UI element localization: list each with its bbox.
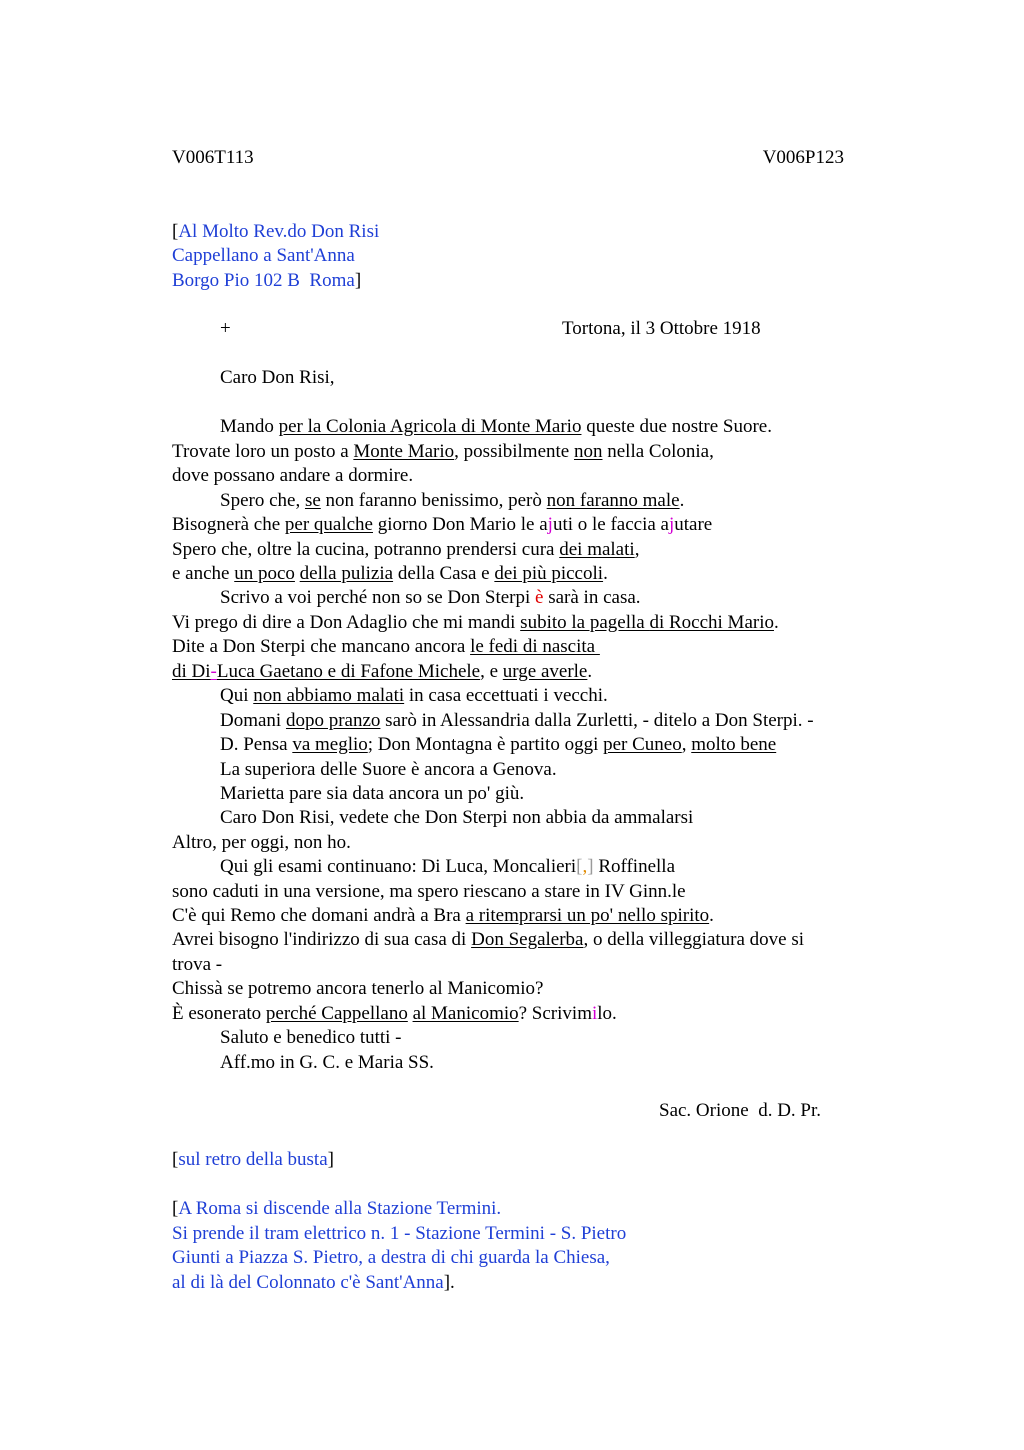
body-line: La superiora delle Suore è ancora a Genova. bbox=[220, 759, 557, 780]
body-line: sono caduti in una versione, ma spero riescano a stare in IV Ginn.le bbox=[172, 881, 686, 902]
body-line: Qui gli esami continuano: Di Luca, Moncalieri[,] Roffinella bbox=[220, 856, 676, 877]
body-line: trova - bbox=[172, 954, 223, 975]
cross-symbol: + bbox=[220, 318, 231, 339]
body-line: Spero che, se non faranno benissimo, però non faranno male. bbox=[220, 490, 685, 511]
address-line-2: Cappellano a Sant'Anna bbox=[172, 245, 355, 266]
body-line: Qui non abbiamo malati in casa eccettuati i vecchi. bbox=[220, 685, 608, 706]
body-line: Mando per la Colonia Agricola di Monte Mario queste due nostre Suore. bbox=[220, 416, 772, 437]
body-line: Bisognerà che per qualche giorno Don Mario le ajuti o le faccia ajutare bbox=[172, 514, 713, 535]
bracket-close: ] bbox=[354, 270, 362, 291]
body-line: di Di-Luca Gaetano e di Fafone Michele, e urge averle. bbox=[172, 661, 593, 682]
body-line: Vi prego di dire a Don Adaglio che mi mandi subito la pagella di Rocchi Mario. bbox=[172, 612, 779, 633]
body-line: Trovate loro un posto a Monte Mario, possibilmente non nella Colonia, bbox=[172, 441, 714, 462]
body-line: Chissà se potremo ancora tenerlo al Manicomio? bbox=[172, 978, 544, 999]
directions-line-3: Giunti a Piazza S. Pietro, a destra di chi guarda la Chiesa, bbox=[172, 1247, 610, 1268]
body-line: Avrei bisogno l'indirizzo di sua casa di Don Segalerba, o della villeggiatura dove si bbox=[172, 929, 805, 950]
closing-line: Aff.mo in G. C. e Maria SS. bbox=[220, 1052, 434, 1073]
body-line: dove possano andare a dormire. bbox=[172, 465, 414, 486]
body-line: Dite a Don Sterpi che mancano ancora le fedi di nascita bbox=[172, 636, 600, 657]
body-line: Saluto e benedico tutti - bbox=[220, 1027, 402, 1048]
body-line: Caro Don Risi, vedete che Don Sterpi non abbia da ammalarsi bbox=[220, 807, 694, 828]
body-line: C'è qui Remo che domani andrà a Bra a ritemprarsi un po' nello spirito. bbox=[172, 905, 714, 926]
directions-line-1: [A Roma si discende alla Stazione Termini. bbox=[172, 1198, 502, 1219]
document-code-left: V006T113 bbox=[172, 147, 254, 168]
body-line: e anche un poco della pulizia della Casa e dei più piccoli. bbox=[172, 563, 608, 584]
directions-line-2: Si prende il tram elettrico n. 1 - Stazione Termini - S. Pietro bbox=[172, 1223, 627, 1244]
address-line-1: [Al Molto Rev.do Don Risi bbox=[172, 221, 380, 242]
body-line: D. Pensa va meglio; Don Montagna è partito oggi per Cuneo, molto bene bbox=[220, 734, 777, 755]
place-date: Tortona, il 3 Ottobre 1918 bbox=[562, 318, 761, 339]
body-line: Spero che, oltre la cucina, potranno prendersi cura dei malati, bbox=[172, 539, 640, 560]
document-code-right: V006P123 bbox=[762, 147, 844, 168]
bracket-open: [ bbox=[172, 221, 179, 242]
address-line-3: Borgo Pio 102 B Roma] bbox=[172, 270, 362, 291]
salutation: Caro Don Risi, bbox=[220, 367, 335, 388]
directions-line-4: al di là del Colonnato c'è Sant'Anna]. bbox=[172, 1272, 455, 1293]
body-line: Domani dopo pranzo sarò in Alessandria dalla Zurletti, - ditelo a Don Sterpi. - bbox=[220, 710, 814, 731]
signature: Sac. Orione d. D. Pr. bbox=[659, 1100, 822, 1121]
body-line: È esonerato perché Cappellano al Manicomio? Scrivimilo. bbox=[172, 1003, 617, 1024]
body-line: Altro, per oggi, non ho. bbox=[172, 832, 351, 853]
body-line: Marietta pare sia data ancora un po' giù. bbox=[220, 783, 525, 804]
envelope-note: [sul retro della busta] bbox=[172, 1149, 334, 1170]
body-line: Scrivo a voi perché non so se Don Sterpi è sarà in casa. bbox=[220, 587, 641, 608]
